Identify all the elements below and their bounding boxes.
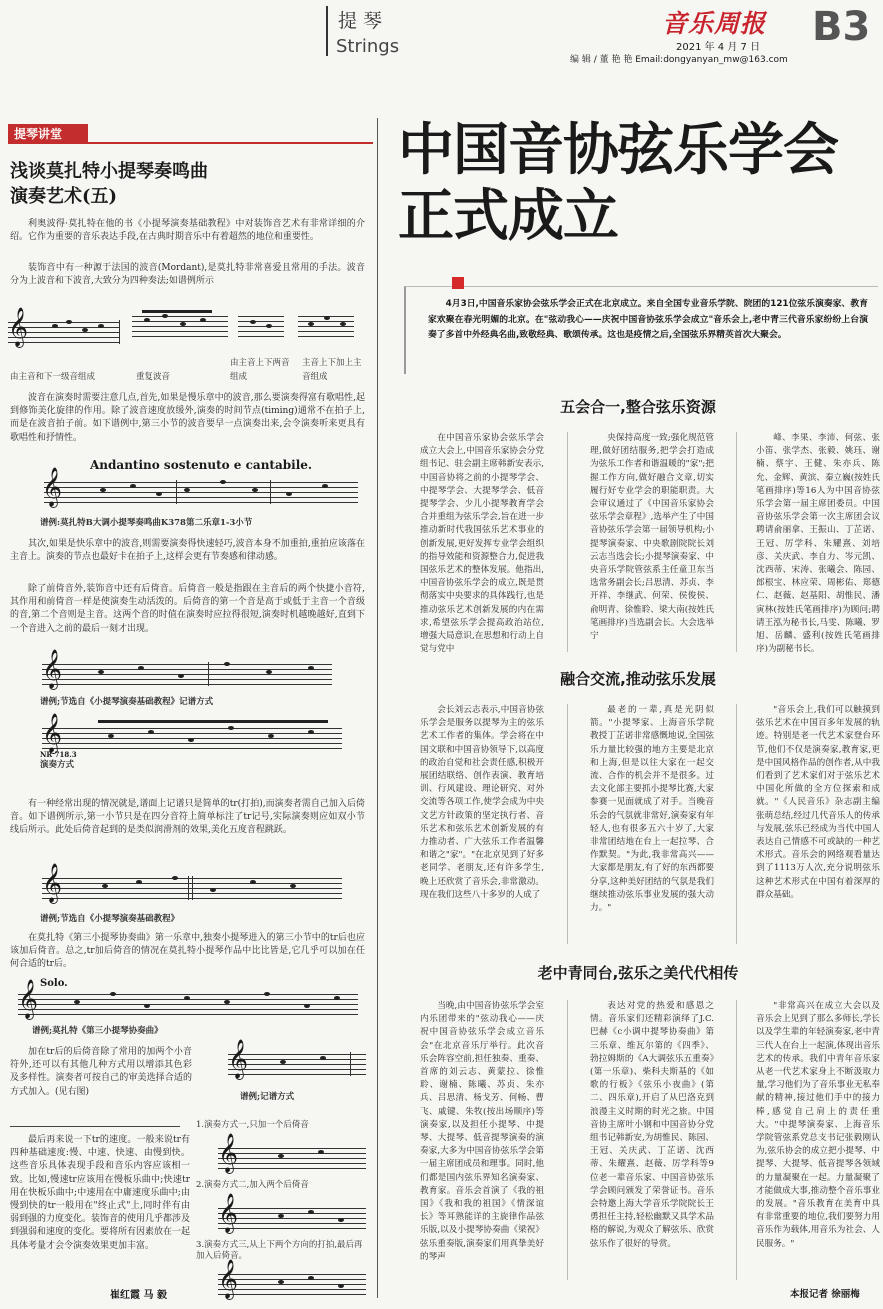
left-para-5: 除了前倚音外,装饰音中还有后倚音。后倚音一般是指跟在主音后的两个快捷小音符,其作用和前倚音一样是使演奏生动活泼的。后倚音的第一个音是高于或低于主音一个音级的音,第二个音则是主音。这两个音的时值在演奏时应拉得很短,演奏时机越晚越好,直到下一个音进入之前的最后一刻才出现。	[10, 584, 365, 634]
figure-concerto	[14, 978, 364, 1038]
left-para-6: 有一种经常出现的情况就是,谱面上记谱只是简单的tr(打拍),而演奏者需自己加入后倚音。如下谱例所示,第一小节只是在四分音符上简单标注了tr记号,实际演奏则应如双小节线后所示。此处后倚音起到的是类似润滑剂的效果,美化五度音程跳跃。	[10, 799, 365, 836]
lead-marker	[452, 277, 464, 289]
catalog-mark: NR 718.3	[40, 750, 77, 759]
treble-clef-icon: 𝄞	[42, 649, 63, 689]
column-divider	[377, 118, 378, 1298]
way-2-staff	[198, 1193, 368, 1236]
sec1-col-2: 央保持高度一致;强化规范管理,做好团结服务,把学会打造成为弦乐工作者和谐温暖的"家";把握工作方向,做好融合文章,切实履行好专业学会的职能职责。大会审议通过了《中国音乐家协会弦乐学会章程》,选举产生了中国音协弦乐学会第一届领导机构;小提琴演奏家、中央歌剧院院长刘云志当选会长;小提琴演奏家、中央音乐学院管弦系主任童卫东当选常务副会长;吕思清、苏贞、李开祥、李继武、何荣、侯俊侯、俞明青、徐惟聆、梁大南(按姓氏笔画排序)当选副会长。大会选举宁	[590, 433, 714, 642]
article-title-line1: 浅谈莫扎特小提琴奏鸣曲	[10, 161, 208, 182]
tag-rule	[8, 142, 373, 144]
mordent-caption-1: 由主音和下一级音组成	[10, 372, 96, 382]
left-para-intro: 利奥波得·莫扎特在他的书《小提琴演奏基础教程》中对装饰音艺术有非常详细的介绍。它作为重要的音乐表达手段,在古典时期音乐中有着超然的地位和重要性。	[10, 219, 365, 243]
left-para-3: 波音在演奏时需要注意几点,首先,如果是慢乐章中的波音,那么要演奏得富有歌唱性,起到修饰美化旋律的作用。除了波音速度放缓外,演奏的时间节点(timing)通常不在拍子上,而是在波音拍子前。如下谱例中,第三小节的波音要早一点演奏出来,会令演奏听来更具有歌唱性和抒情性。	[10, 393, 365, 443]
left-para-8: 加在tr后的后倚音除了常用的加两个小音符外,还可以有其他几种方式用以增添其色彩及多样性。演奏者可按自己的审美选择合适的方式加入。(见右图)	[10, 1047, 192, 1097]
way-1-staff	[198, 1133, 368, 1176]
treble-clef-icon: 𝄞	[42, 713, 63, 753]
sec3-col-rule-2	[736, 1000, 737, 1280]
treble-clef-icon: 𝄞	[42, 863, 63, 903]
figure-mordents	[8, 300, 368, 386]
column-tag-label: 提琴讲堂	[14, 127, 63, 141]
caption-concerto: 谱例;莫扎特《第三小提琴协奏曲》	[32, 1026, 163, 1036]
left-authors: 崔红霞 马 毅	[110, 1290, 167, 1301]
lead-box	[404, 286, 878, 374]
treble-clef-icon: 𝄞	[218, 1259, 239, 1299]
caption-performance: 演奏方式	[40, 760, 75, 770]
figure-performance	[38, 712, 358, 774]
tempo-mark: Andantino sostenuto e cantabile.	[90, 458, 313, 472]
figure-notation	[38, 649, 358, 692]
section-3-title: 老中青同台,弦乐之美代代相传	[537, 964, 739, 982]
solo-mark: Solo.	[40, 978, 68, 989]
sec2-col-3: "音乐会上,我们可以触摸到弦乐艺术在中国百多年发展的轨迹。特别是老一代艺术家登台环节,他们不仅是演奏家,教育家,更是中国风格作品的创作者,从中我们看到了艺术家们对于弦乐艺术中国化所做的全方位探索和成就。"《人民音乐》杂志副主编张萌总结,经过几代音乐人的传承与发展,弦乐已经成为当代中国人表达自己情感不可或缺的一种艺术形式。音乐会的网络观看量达到了1113万人次,充分说明弦乐这种艺术形式在中国有着深厚的群众基础。	[756, 705, 880, 900]
treble-clef-icon: 𝄞	[228, 1039, 249, 1079]
sec2-col-rule-1	[567, 704, 568, 944]
staff-3	[238, 314, 284, 338]
left-rule	[10, 1126, 180, 1127]
masthead	[0, 0, 883, 64]
treble-clef-icon: 𝄞	[18, 979, 39, 1019]
sec3-col-rule-1	[567, 1000, 568, 1280]
treble-clef-icon: 𝄞	[42, 467, 63, 507]
treble-clef-icon: 𝄞	[218, 1193, 239, 1233]
treble-clef-icon: 𝄞	[8, 307, 29, 347]
way-2-label: 2.演奏方式二,加入两个后倚音	[196, 1180, 309, 1190]
caption-notation: 谱例;节选自《小提琴演奏基础教程》记谱方式	[40, 697, 214, 707]
sec3-col-2: 表达对党的热爱和感恩之情。音乐家们还精彩演绎了J.C.巴赫《c小调中提琴协奏曲》第三乐章、维瓦尔第的《四季》、勃拉姆斯的《A大调弦乐五重奏》(第一乐章)、柴科夫斯基的《如歌的行板》《弦乐小夜曲》(第二、四乐章),开启了从巴洛克到浪漫主义时期的时光之旅。中国音协主席叶小钢和中国音协分党组书记韩新安,为胡惟民、陈园、王冠、关庆武、丁芷诺、沈西蒂、朱耀熹、赵薇、厉学科等9位老一辈音乐家、中国音协弦乐学会顾问颁发了荣誉证书。音乐会特邀上海大学音乐学院院长王勇担任主持,轻松幽默又具学术品格的解说,为观众了解弦乐、欣赏弦乐作了很好的导赏。	[590, 1001, 714, 1249]
staff-small	[228, 1052, 366, 1076]
section-2-title: 融合交流,推动弦乐发展	[560, 670, 716, 688]
sec3-col-3: "非常高兴在成立大会以及音乐会上见到了那么多师长,学长以及学生辈的年轻演奏家,老中青三代人在台上一起演,体现出音乐艺术的传承。我们中青年音乐家从老一代艺术家身上不断汲取力量,学习他们为了音乐事业无私奉献的精神,接过他们手中的接力棒,感觉自己肩上的责任重大。"中提琴演奏家、上海音乐学院管弦系党总支书记张毅刚认为,弦乐协会的成立把小提琴、中提琴、大提琴、低音提琴各领域的力量凝聚在一起。力量凝聚了才能做成大事,推动整个音乐事业的发展。"音乐教育在美育中具有非常重要的地位,我们要努力用音乐作为载体,用音乐为社会、人民服务。"	[756, 1001, 880, 1249]
lead-paragraph: 4月3日,中国音乐家协会弦乐学会正式在北京成立。来自全国专业音乐学院、院团的121位弦乐演奏家、教育家欢聚在春光明媚的北京。在"弦动我心——庆祝中国音协弦乐学会成立"音乐会上,老中青三代音乐家纷纷上台演奏了多首中外经典名曲,致敬经典、歌颂传承。这也是疫情之后,全国弦乐界精英首次大聚会。	[428, 299, 868, 340]
page-number: B3	[812, 4, 871, 50]
mordent-caption-3: 由主音上下两音组成	[230, 358, 290, 382]
byline: 本报记者 徐丽梅	[790, 1289, 860, 1300]
left-para-7: 在莫扎特《第三小提琴协奏曲》第一乐章中,独奏小提琴进入的第三小节中的tr后也应该加后倚音。总之,tr加后倚音的情况在莫扎特小提琴作品中比比皆是,它几乎可以加在任何合适的tr后。	[10, 933, 365, 970]
figure-notation-small	[200, 1040, 368, 1088]
treble-clef-icon: 𝄞	[218, 1133, 239, 1173]
sec2-col-rule-2	[736, 704, 737, 944]
sec1-col-rule-1	[567, 432, 568, 652]
column-tag	[8, 124, 88, 142]
sec3-col-1: 当晚,由中国音协弦乐学会室内乐团带来的"弦动我心——庆祝中国音协弦乐学会成立音乐会"在北京音乐厅举行。此次音乐会阵容空前,担任独奏、重奏、首席的刘云志、黄蒙拉、徐惟聆、谢楠、陈曦、苏贞、朱亦兵、吕思清、杨戈芳、何畅、曹飞、戚键、朱牧(按出场顺序)等演奏家,以及担任小提琴、中提琴、大提琴、低音提琴演奏的演奏家,大多为中国音协弦乐学会第一届主席团成员和理事。同时,他们都是国内弦乐界知名演奏家、教育家。音乐会首演了《我的祖国》《我和我的祖国》《情深谊长》等耳熟能详的主旋律作品弦乐版,以及小提琴协奏曲《梁祝》弦乐重奏版,演奏家们用真挚美好的琴声	[420, 1001, 544, 1262]
caption-small: 谱例;记谱方式	[240, 1092, 295, 1102]
way-3-label: 3.演奏方式三,从上下两个方向的打拍,最后再加入后倚音。	[196, 1240, 363, 1261]
figure-k378	[30, 450, 360, 532]
caption-k378: 谱例:莫扎特B大调小提琴奏鸣曲K378第二乐章1-3小节	[40, 518, 253, 528]
left-para-9: 最后再来说一下tr的速度。一般来说tr有四种基础速度:慢、中速、快速、由慢到快。这些音乐具体表现手段和音乐内容应该相一致。比如,慢速tr应该用在慢板乐曲中;快速tr用在快板乐曲中;中速用在中庸速度乐曲中;由慢到快的tr一般用在"终止式"上,同时伴有由弱到强的力度变化。装饰音的使用几乎都涉及到强弱和速度的变化。要将所有因素放在一起具体考量才会令演奏效果更加丰富。	[10, 1135, 190, 1251]
way-3-staff	[198, 1259, 368, 1304]
mordent-caption-2: 重复波音	[136, 372, 171, 382]
staff-notation	[42, 662, 332, 686]
headline-line2: 正式成立	[398, 184, 618, 249]
mordent-caption-4: 主音上下加上主音组成	[302, 358, 362, 382]
section-name-cn: 提 琴	[338, 10, 383, 32]
article-title-line2: 演奏艺术(五)	[10, 186, 118, 207]
sec2-col-1: 会长刘云志表示,中国音协弦乐学会是服务以提琴为主的弦乐艺术工作者的集体。学会将在中国文联和中国音协领导下,以高度的政治自觉和社会责任感,积极开展团结联络、创作表演、教育培训、行风建设、理论研究、对外交流等各项工作,使学会成为中央文艺方针政策的坚定执行者、音乐艺术和弦乐艺术创新发展的有力推动者、广大弦乐工作者温馨和谐之"家"。"在北京见到了好多老同学、老朋友,还有许多学生,晚上还欣赏了音乐会,非常激动。现在我们这些八十多岁的人成了	[420, 705, 544, 900]
sec2-col-2: 最老的一辈,真是光阴似箭。"小提琴家、上海音乐学院教授丁芷诺非常感慨地说,全国弦乐力量比较强的地方主要是北京和上海,但是以往大家在一起交流、合作的机会并不是很多。过去文化部主要抓小提琴比赛,大家参赛一见面就成了对手。当晚音乐会的气氛就非常好,演奏家有年轻人,也有很多五六十岁了,大家非常团结地在台上一起拉琴、合作默契。"为此,我非常高兴——大家都是朋友,有了好的东西都要分享,这种美好团结的气氛是我们继续推动弦乐事业发展的强大动力。"	[590, 705, 714, 914]
sec1-col-3: 峰、李果、李沛、何弦、张小笛、张学杰、张毅、姚珏、谢楠、蔡宇、王健、朱亦兵、陈允、金辉、黄滨、秦立巍(按姓氏笔画排序)等16人为中国音协弦乐学会第一届主席团委员。中国音协弦乐学会第一次主席团会议聘请俞丽拿、王振山、丁芷诺、王冠、厉学科、朱耀熹、刘培彦、关庆武、李自力、岑元凯、沈西蒂、宋涛、张曦会、陈园、郎根宝、林应荣、周彬佑、郑德仁、赵薇、赵基阳、胡惟民、潘寅林(按姓氏笔画排序)为顾问;聘请王泓为秘书长,马雯、陈曦、罗旭、岳麟、盛利(按姓氏笔画排序)为副秘书长。	[756, 433, 880, 655]
editor-line: 编 辑 / 董 艳 艳 Email:dongyanyan_mw@163.com	[570, 55, 788, 65]
left-para-4: 其次,如果是快乐章中的波音,则需要演奏得快速轻巧,波音本身不加重拍,重拍应该落在主音上。演奏的节点也最好卡在拍子上,这样会更有节奏感和律动感。	[10, 539, 365, 563]
caption-textbook: 谱例;节选自《小提琴演奏基础教程》	[40, 914, 180, 924]
paper-logo: 音乐周报	[662, 9, 767, 38]
headline-line1: 中国音协弦乐学会	[398, 118, 838, 183]
sec1-col-rule-2	[736, 432, 737, 652]
masthead-divider	[326, 6, 328, 56]
way-1-label: 1.演奏方式一,只加一个后倚音	[196, 1120, 309, 1130]
figure-textbook	[38, 858, 358, 930]
left-para-2: 装饰音中有一种源于法国的波音(Mordant),是莫扎特非常喜爱且常用的手法。波音分为上波音和下波音,大致分为四种奏法;如谱例所示	[10, 263, 365, 287]
section-1-title: 五会合一,整合弦乐资源	[560, 398, 716, 416]
section-name-en: Strings	[336, 36, 400, 57]
issue-date: 2021 年 4 月 7 日	[676, 42, 761, 53]
staff-k378	[44, 480, 358, 504]
sec1-col-1: 在中国音乐家协会弦乐学会成立大会上,中国音乐家协会分党组书记、驻会副主席韩新安表示,中国音协将之前的小提琴学会、中提琴学会、大提琴学会、低音提琴学会、少儿小提琴教育学会合并重组为弦乐学会,旨在进一步推动新时代我国弦乐艺术事业的创新发展,更好发挥专业学会组织的指导效能和资源整合力,促进我国弦乐艺术的整体发展。他指出,中国音协弦乐学会的成立,既是贯彻落实中央要求的具体践行,也是推动弦乐艺术创新发展的内在需求,希望弦乐学会提高政治站位,增强大局意识,在思想和行动上自觉与党中	[420, 433, 544, 655]
